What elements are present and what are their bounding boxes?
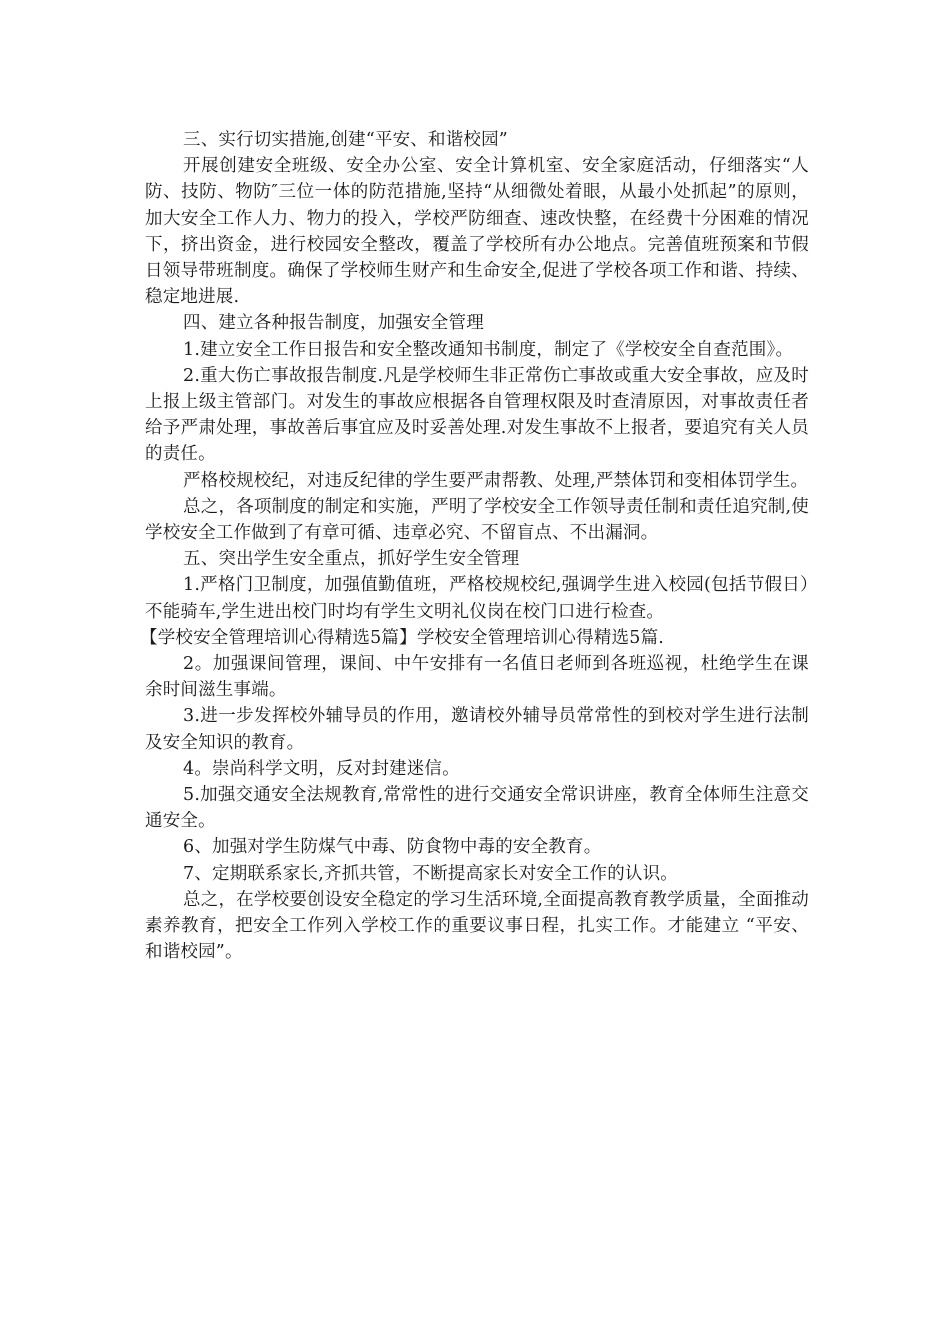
section-heading-five: 五、突出学生安全重点，抓好学生安全管理 [183,549,520,570]
section-heading-three: 三、实行切实措施,创建“平安、和谐校园” [183,130,508,150]
list-item: 4。崇尚科学文明，反对封建迷信。 [183,758,460,779]
paragraph-body: 严格校规校纪，对违反纪律的学生要严肃帮教、处理,严禁体罚和变相体罚学生。 [183,470,809,491]
list-item: 5.加强交通安全法规教育,常常性的进行交通安全常识讲座，教育全体师生注意交通安全。 [145,785,809,832]
list-item: 1.严格门卫制度，加强值勤值班，严格校规校纪,强调学生进入校园(包括节假日）不能骑车,学生进出校门时均有学生文明礼仪岗在校门口进行检查。 [145,575,809,622]
title-banner: 【学校安全管理培训心得精选5篇】学校安全管理培训心得精选5篇. [140,627,665,648]
list-item: 2。加强课间管理，课间、中午安排有一名值日老师到各班巡视，杜绝学生在课余时间滋生事端。 [145,654,809,701]
paragraph-body: 开展创建安全班级、安全办公室、安全计算机室、安全家庭活动，仔细落实“人防、技防、物防″三位一体的防范措施,坚持“从细微处着眼，从最小处抓起”的原则，加大安全工作人力、物力的投入，学校严防细查、速改快整，在经费十分困难的情况下，挤出资金，进行校园安全整改，覆盖了学校所有办公地点。完善值班预案和节假日领导带班制度。确保了学校师生财产和生命安全,促进了学校各项工作和谐、持续、稳定地进展. [145,156,809,308]
paragraph-summary: 总之，各项制度的制定和实施，严明了学校安全工作领导责任制和责任追究制,使学校安全工作做到了有章可循、违章必究、不留盲点、不出漏洞。 [145,496,809,544]
paragraph-conclusion: 总之，在学校要创设安全稳定的学习生活环境,全面提高教育教学质量，全面推动素养教育，把安全工作列入学校工作的重要议事日程，扎实工作。才能建立 “平安、和谐校园”。 [145,889,809,963]
list-item: 2.重大伤亡事故报告制度.凡是学校师生非正常伤亡事故或重大安全事故，应及时上报上级主管部门。对发生的事故应根据各自管理权限及时查清原因，对事故责任者给予严肃处理，事故善后事宜应及时妥善处理.对发生事故不上报者，要追究有关人员的责任。 [145,365,809,465]
list-item: 7、定期联系家长,齐抓共管，不断提高家长对安全工作的认识。 [183,863,678,884]
document-page [140,127,809,966]
list-item: 6、加强对学生防煤气中毒、防食物中毒的安全教育。 [183,837,602,858]
list-item: 3.进一步发挥校外辅导员的作用，邀请校外辅导员常常性的到校对学生进行法制及安全知识的教育。 [145,706,809,753]
section-heading-four: 四、建立各种报告制度，加强安全管理 [183,313,484,334]
list-item: 1.建立安全工作日报告和安全整改通知书制度，制定了《学校安全自查范围》。 [183,339,794,360]
